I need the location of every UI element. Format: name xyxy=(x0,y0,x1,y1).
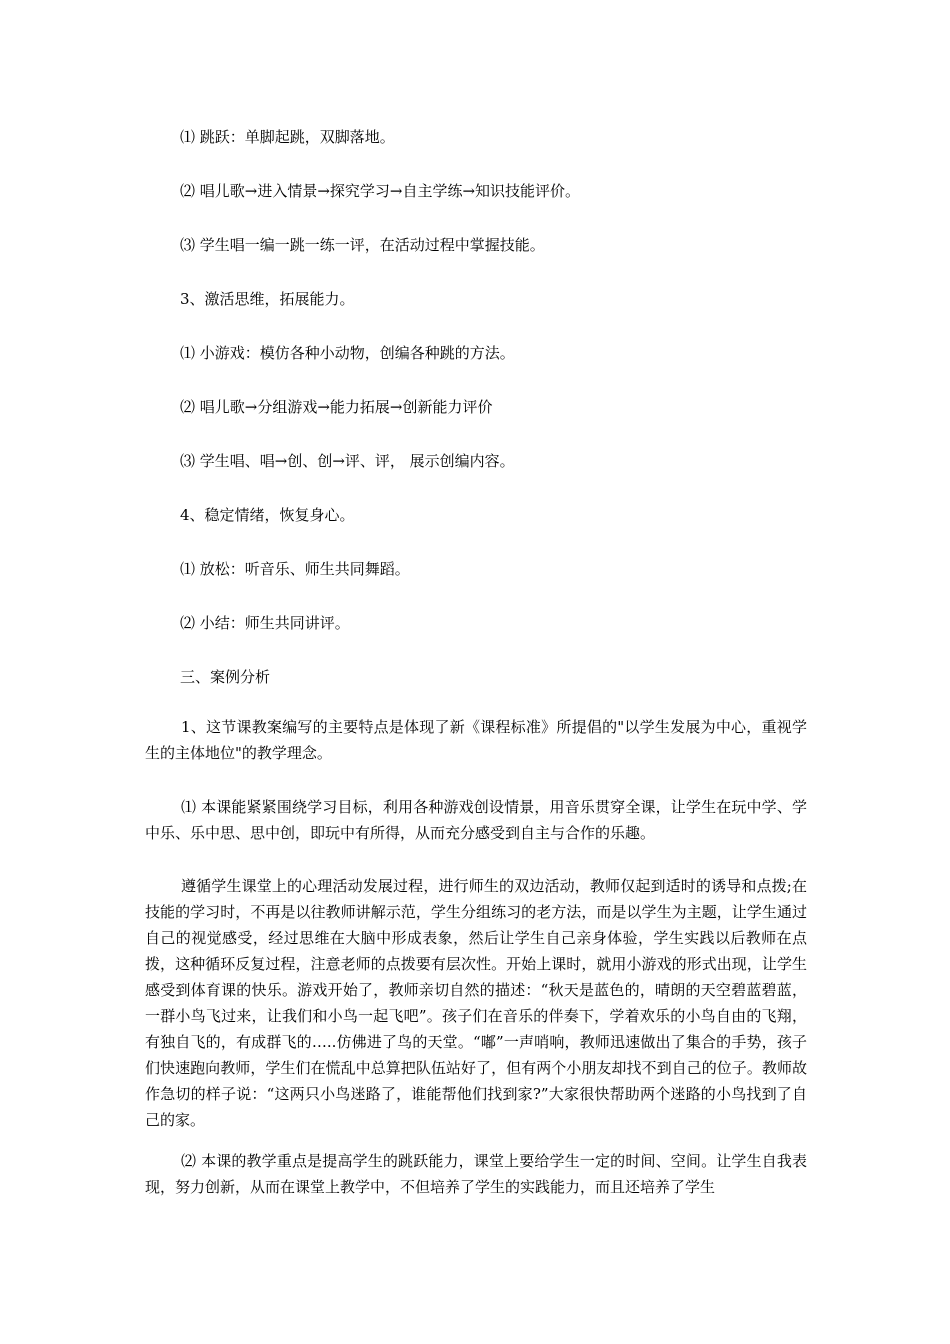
step-item-create: ⑶ 学生唱、唱→创、创→评、评， 展示创编内容。 xyxy=(180,452,515,470)
step-item-mini-game: ⑴ 小游戏：模仿各种小动物，创编各种跳的方法。 xyxy=(180,344,515,362)
step-item-group-game: ⑵ 唱儿歌→分组游戏→能力拓展→创新能力评价 xyxy=(180,398,493,416)
step-item-student-practice: ⑶ 学生唱一编一跳一练一评，在活动过程中掌握技能。 xyxy=(180,236,545,254)
paragraph-main-feature: 1、这节课教案编写的主要特点是体现了新《课程标准》所提倡的"以学生发展为中心，重视学生的主体地位"的教学理念。 xyxy=(145,718,807,762)
step-item-relax: ⑴ 放松：听音乐、师生共同舞蹈。 xyxy=(180,560,410,578)
paragraph-teaching-focus: ⑵ 本课的教学重点是提高学生的跳跃能力，课堂上要给学生一定的时间、空间。让学生自我表现，努力创新，从而在课堂上教学中，不但培养了学生的实践能力，而且还培养了学生 xyxy=(145,1152,807,1196)
paragraph-class-process: 遵循学生课堂上的心理活动发展过程，进行师生的双边活动，教师仅起到适时的诱导和点拨;在技能的学习时，不再是以往教师讲解示范，学生分组练习的老方法，而是以学生为主题，让学生通过自己的视觉感受，经过思维在大脑中形成表象，然后让学生自己亲身体验，学生实践以后教师在点拨，这种循环反复过程，注意老师的点拨要有层次性。开始上课时，就用小游戏的形式出现，让学生感受到体育课的快乐。游戏开始了，教师亲切自然的描述：“秋天是蓝色的，晴朗的天空碧蓝碧蓝，一群小鸟飞过来，让我们和小鸟一起飞吧”。孩子们在音乐的伴奏下，学着欢乐的小鸟自由的飞翔，有独自飞的，有成群飞的…..仿佛进了鸟的天堂。“嘟”一声哨响，教师迅速做出了集合的手势，孩子们快速跑向教师，学生们在慌乱中总算把队伍站好了，但有两个小朋友却找不到自己的位子。教师故作急切的样子说：“这两只小鸟迷路了，谁能帮他们找到家?”大家很快帮助两个迷路的小鸟找到了自己的家。 xyxy=(145,877,807,1129)
step-item-jump: ⑴ 跳跃：单脚起跳，双脚落地。 xyxy=(180,128,395,146)
section-heading-3: 3、激活思维，拓展能力。 xyxy=(180,290,355,308)
step-item-sing-process: ⑵ 唱儿歌→进入情景→探究学习→自主学练→知识技能评价。 xyxy=(180,182,581,200)
section-heading-4: 4、稳定情绪，恢复身心。 xyxy=(180,506,355,524)
paragraph-learning-goals: ⑴ 本课能紧紧围绕学习目标，利用各种游戏创设情景，用音乐贯穿全课，让学生在玩中学、学中乐、乐中思、思中创，即玩中有所得，从而充分感受到自主与合作的乐趣。 xyxy=(145,798,807,842)
section-heading-case-analysis: 三、案例分析 xyxy=(180,668,271,686)
step-item-summary: ⑵ 小结：师生共同讲评。 xyxy=(180,614,350,632)
